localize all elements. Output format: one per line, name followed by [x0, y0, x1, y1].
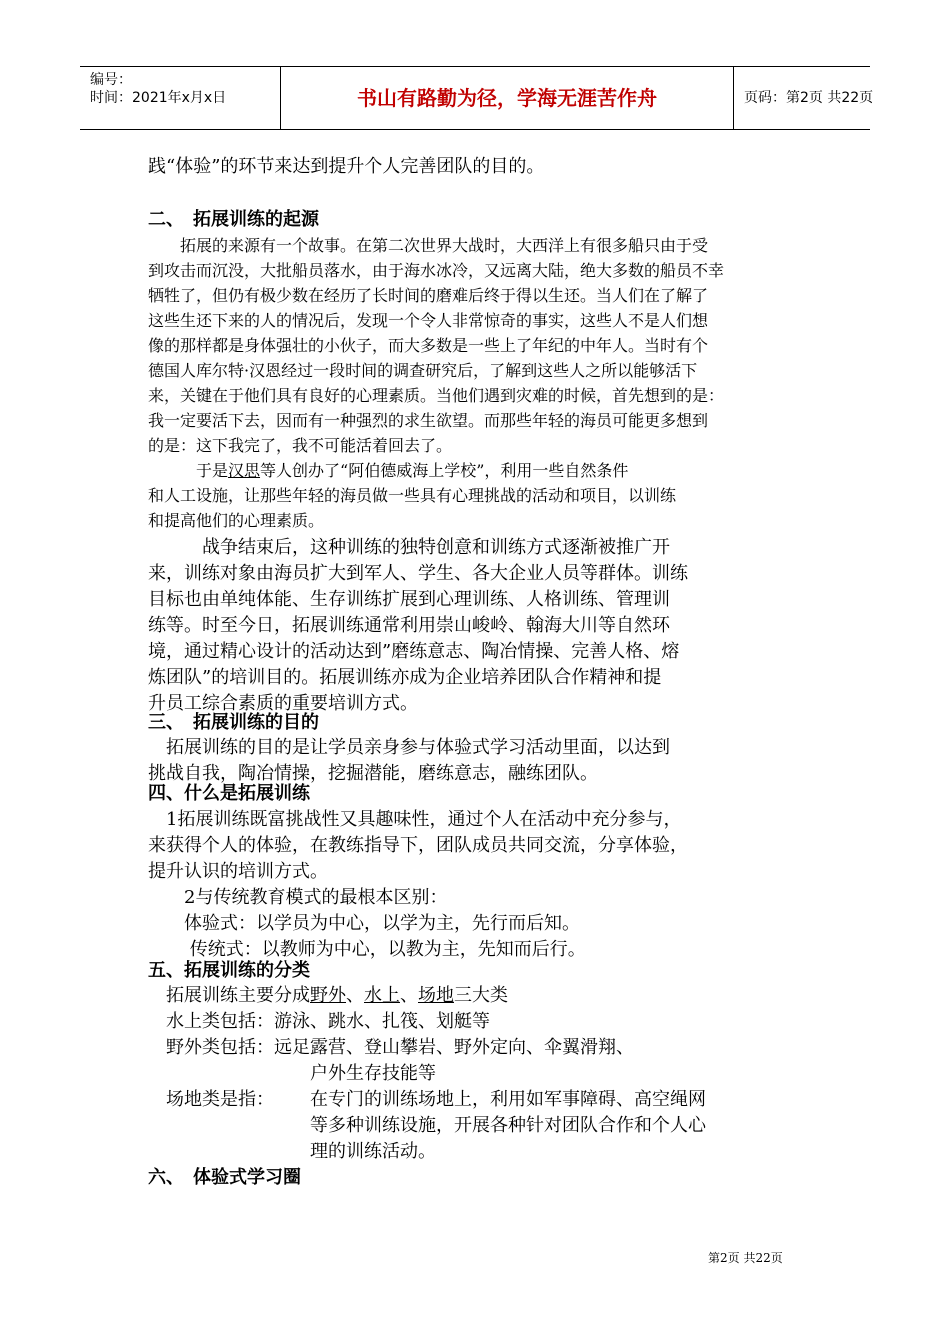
- page-number-label: 页码：第2页 共22页: [744, 90, 874, 106]
- s3-line: 挑战自我，陶冶情操，挖掘潜能，磨练意志，融练团队。: [148, 763, 598, 784]
- time-label: 时间：2021年x月x日: [90, 90, 227, 106]
- s4-p1-line: 提升认识的培训方式。: [148, 861, 328, 882]
- s2-p2-line: [148, 458, 628, 481]
- s2-p2-line: 和提高他们的心理素质。: [148, 511, 325, 530]
- s4-p1-line: 来获得个人的体验，在教练指导下，团队成员共同交流，分享体验，: [148, 835, 688, 856]
- s5-site-line: 等多种训练设施，开展各种针对团队合作和个人心: [310, 1115, 706, 1136]
- s2-p1-line: 牺牲了，但仍有极少数在经历了长时间的磨难后终于得以生还。当人们在了解了: [148, 286, 709, 305]
- hyperlink-water[interactable]: 水上: [364, 985, 400, 1006]
- number-label: 编号：: [90, 72, 132, 88]
- section-5-title: 五、拓展训练的分类: [148, 960, 310, 981]
- s5-site-label: 场地类是指：: [148, 1089, 274, 1110]
- s2-p2-post: 等人创办了“阿伯德威海上学校”，利用一些自然条件: [260, 461, 629, 480]
- page-header: [80, 66, 874, 130]
- s2-p1-line: 的是：这下我完了，我不可能活着回去了。: [148, 436, 453, 455]
- s5-site-line: 理的训练活动。: [310, 1141, 436, 1162]
- s2-p3-line: 境，通过精心设计的活动达到”磨练意志、陶冶情操、完善人格、熔: [148, 641, 680, 662]
- s2-p3-line: 来，训练对象由海员扩大到军人、学生、各大企业人员等群体。训练: [148, 563, 688, 584]
- s2-p3-line: 练等。时至今日，拓展训练通常利用崇山峻岭、翰海大川等自然环: [148, 615, 670, 636]
- s2-p3-line: 炼团队”的培训目的。拓展训练亦成为企业培养团队合作精神和提: [148, 667, 662, 688]
- s2-p3-line: 战争结束后，这种训练的独特创意和训练方式逐渐被推广开: [148, 537, 670, 558]
- header-motto: 书山有路勤为径，学海无涯苦作舟: [280, 67, 734, 129]
- s4-experiential-line: 体验式：以学员为中心，以学为主，先行而后知。: [148, 913, 580, 934]
- s5-site-line: 在专门的训练场地上，利用如军事障碍、高空绳网: [310, 1089, 706, 1110]
- separator: 、: [346, 985, 364, 1006]
- s2-p1-line: 我一定要活下去，因而有一种强烈的求生欲望。而那些年轻的海员可能更多想到: [148, 411, 709, 430]
- header-meta: [80, 67, 280, 129]
- separator: 、: [400, 985, 418, 1006]
- s2-p1-line: 这些生还下来的人的情况后，发现一个令人非常惊奇的事实，这些人不是人们想: [148, 311, 709, 330]
- s5-water-line: 水上类包括：游泳、跳水、扎筏、划艇等: [148, 1011, 490, 1032]
- s2-p3-line: 目标也由单纯体能、生存训练扩展到心理训练、人格训练、管理训: [148, 589, 670, 610]
- s4-p1-line: 1拓展训练既富挑战性又具趣味性，通过个人在活动中充分参与，: [148, 809, 682, 830]
- s2-p2-pre: 于是: [148, 461, 229, 480]
- hyperlink-site[interactable]: 场地: [418, 985, 454, 1006]
- s4-traditional-line: 传统式：以教师为中心，以教为主，先知而后行。: [148, 939, 586, 960]
- s4-p2-line: 2与传统教育模式的最根本区别：: [148, 887, 448, 908]
- s2-p1-line: 到攻击而沉没，大批船员落水，由于海水冰冷，又远离大陆，绝大多数的船员不幸: [148, 261, 725, 280]
- s5-field-line: 野外类包括：远足露营、登山攀岩、野外定向、伞翼滑翔、: [148, 1037, 634, 1058]
- s2-p1-line: 来，关键在于他们具有良好的心理素质。当他们遇到灾难的时候，首先想到的是：: [148, 386, 725, 405]
- s2-p1-line: 拓展的来源有一个故事。在第二次世界大战时，大西洋上有很多船只由于受: [148, 236, 709, 255]
- s5-intro-pre: 拓展训练主要分成: [148, 985, 310, 1006]
- section-6-title: 六、 体验式学习圈: [148, 1167, 301, 1188]
- page-footer: 第2页 共22页: [708, 1251, 783, 1265]
- s2-p2-line: 和人工设施，让那些年轻的海员做一些具有心理挑战的活动和项目，以训练: [148, 486, 677, 505]
- s5-intro-post: 三大类: [454, 985, 508, 1006]
- section-4-title: 四、什么是拓展训练: [148, 783, 310, 804]
- s2-p3-line: 升员工综合素质的重要培训方式。: [148, 693, 418, 714]
- s5-intro-line: [148, 981, 508, 1007]
- s3-line: 拓展训练的目的是让学员亲身参与体验式学习活动里面，以达到: [148, 737, 670, 758]
- hyperlink-hansi[interactable]: 汉思: [228, 461, 261, 480]
- intro-line: 践“体验”的环节来达到提升个人完善团队的目的。: [148, 156, 545, 177]
- s2-p1-line: 德国人库尔特·汉恩经过一段时间的调查研究后，了解到这些人之所以能够活下: [148, 361, 698, 380]
- s5-field-line-2: 户外生存技能等: [310, 1063, 436, 1084]
- hyperlink-outdoor[interactable]: 野外: [310, 985, 346, 1006]
- section-2-title: 二、 拓展训练的起源: [148, 209, 319, 230]
- s2-p1-line: 像的那样都是身体强壮的小伙子，而大多数是一些上了年纪的中年人。当时有个: [148, 336, 709, 355]
- section-3-title: 三、 拓展训练的目的: [148, 712, 319, 733]
